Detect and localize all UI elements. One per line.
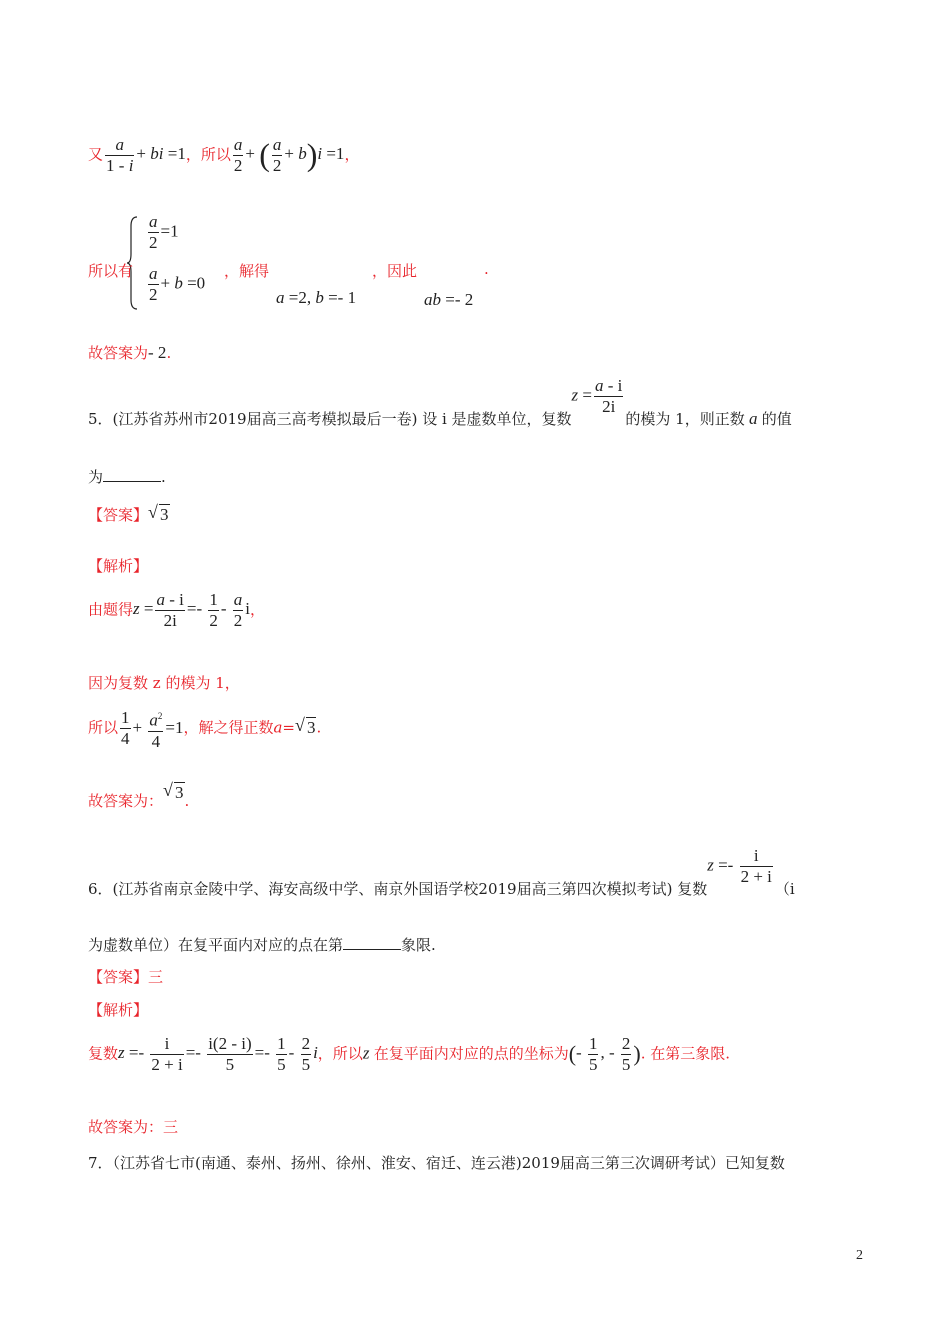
q6-analysis-label: 【解析】 (88, 1001, 149, 1019)
system-eq-1: $\frac{a}{2}$ =1 (149, 212, 179, 252)
q5-step1: 由题得z = $\frac{a - i}{2i}$ =- $\frac{1}{2}$ - $\frac{a}{2}$ i， (88, 590, 266, 630)
line1-mid: ，所以 (185, 145, 231, 164)
q5-step3: 所以 $\frac{1}{4}$ + $\frac{a^2}{4}$ =1，解之得正数a= √ 3. (88, 706, 321, 752)
line2-prefix: 所以有 (88, 262, 134, 280)
answer-blank (343, 935, 401, 950)
q5-analysis-label: 【解析】 (88, 557, 149, 575)
line3-text: 故答案为 (88, 344, 149, 362)
line1-prefix: 又 (88, 145, 104, 164)
q5-z-formula: z = $\frac{a - i}{2i}$ (571, 376, 623, 416)
q7-stem: 7．（江苏省七市(南通、泰州、扬州、徐州、淮安、宿迁、连云港)2019届高三第三次调研考试）已知复数 (88, 1154, 785, 1172)
q6-step2: 故答案为：三 (88, 1118, 179, 1136)
q6-stem: 6．(江苏省南京金陵中学、海安高级中学、南京外国语学校2019届高三第四次模拟考试) 复数z =- $\frac{i}{2 + i}$ （i (88, 846, 795, 899)
page-number: 2 (856, 1248, 863, 1263)
formula-2: $\frac{a}{2}$ + ( $\frac{a}{2}$ + b)i =1 (233, 135, 345, 175)
solution-line-1 (88, 135, 359, 176)
solve-result: a =2, b =- 1 (276, 288, 357, 307)
q5-step4: 故答案为： √ 3. (88, 780, 190, 810)
q5-stem: 5．(江苏省苏州市2019届高三高考模拟最后一卷) 设 i 是虚数单位，复数z = $\frac{a - i}{2i}$ 的模为 1，则正数 a 的值 (88, 376, 792, 429)
q6-answer: 【答案】三 (88, 968, 164, 986)
q5-stem-line2: 为 . (88, 468, 166, 486)
line2-suffix: . (484, 260, 489, 278)
answer-blank (103, 467, 161, 482)
q6-step1: 复数z =- $\frac{i}{2 + i}$ =- $\frac{i(2 - i)}{5}$ =- $\frac{1}{5}$ - $\frac{2}{5}$ i，所以z 在复平面内对应的点的坐标为(- $\frac{1}{5}$ , - $\frac{2}{5}$ ). 在第三象限. (88, 1034, 731, 1074)
formula-1: $\frac{a}{1 - i}$ + bi =1 (106, 135, 186, 175)
answer-line-4: 故答案为- 2. (88, 343, 172, 362)
product-result: ab =- 2 (424, 290, 474, 309)
q5-answer: 【答案】 √ 3 (88, 502, 169, 524)
q5-step2: 因为复数 z 的模为 1， (88, 674, 240, 692)
line1-suffix: ， (344, 145, 360, 164)
line2-mid: ，解得 (224, 262, 270, 280)
system-eq-2: $\frac{a}{2}$ + b =0 (149, 264, 206, 304)
q6-stem-line2: 为虚数单位）在复平面内对应的点在第 象限. (88, 936, 436, 954)
line2-mid2: ，因此 (372, 262, 418, 280)
